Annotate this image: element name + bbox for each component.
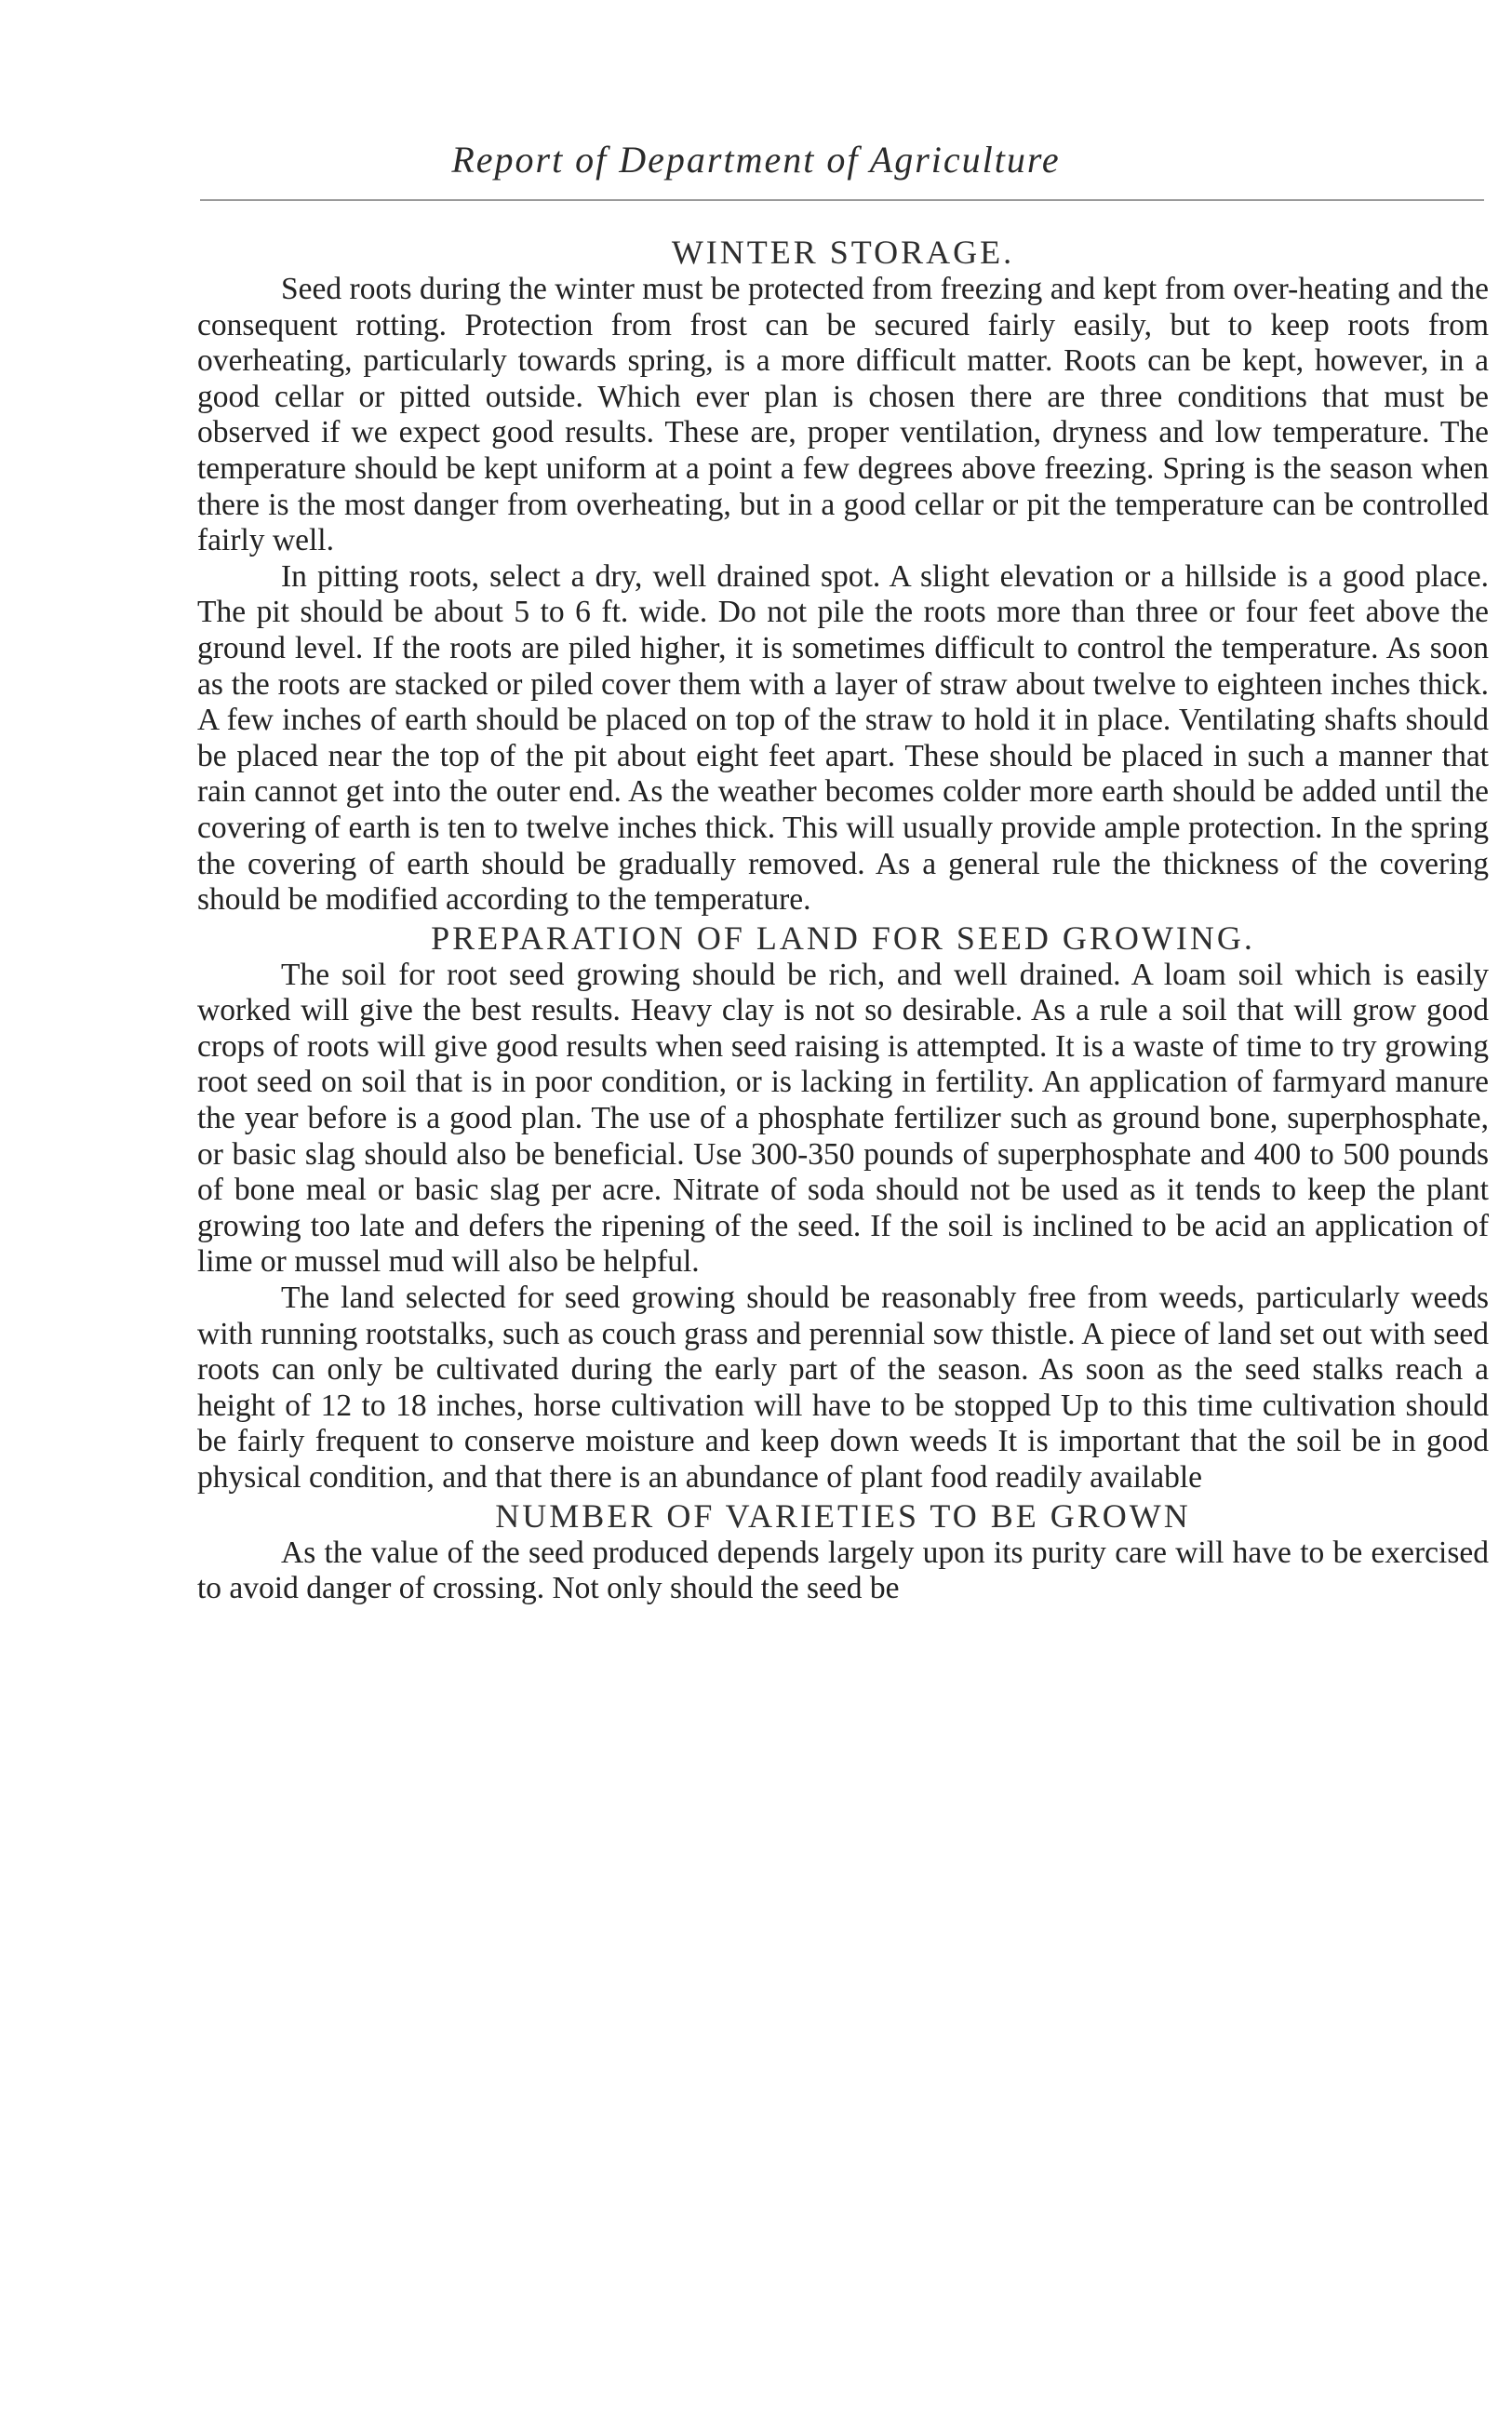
section-title-preparation-of-land: PREPARATION OF LAND FOR SEED GROWING.: [431, 919, 1255, 957]
paragraph: In pitting roots, select a dry, well drained spot. A slight elevation or a hillside is a good place. The pit should be about 5 to 6 ft. wide. Do not pile the roots more than three or four feet above the ground level. If the roots are piled higher, it is sometimes difficult to control the temperature. As soon as the roots are stacked or piled cover them with a layer of straw about twelve to eighteen inches thick. A few inches of earth should be placed on top of the straw to hold it in place. Ventilating shafts should be placed near the top of the pit about eight feet apart. These should be placed in such a manner that rain cannot get into the outer end. As the weather becomes colder more earth should be added until the covering of earth is ten to twelve inches thick. This will usually provide ample protection. In the spring the covering of earth should be gradually removed. As a general rule the thickness of the covering should be modified according to the temperature.: [197, 558, 1489, 918]
running-head: Report of Department of Agriculture: [451, 139, 1061, 181]
section-title-winter-storage: WINTER STORAGE.: [671, 234, 1015, 271]
paragraph: The soil for root seed growing should be rich, and well drained. A loam soil which is easily worked will give the best results. Heavy clay is not so desirable. As a rule a soil that will grow good crops of roots will give good results when seed raising is attempted. It is a waste of time to try growing root seed on soil that is in poor condition, or is lacking in fertility. An application of farmyard manure the year before is a good plan. The use of a phosphate fertilizer such as ground bone, superphosphate, or basic slag should also be beneficial. Use 300-350 pounds of superphosphate and 400 to 500 pounds of bone meal or basic slag per acre. Nitrate of soda should not be used as it tends to keep the plant growing too late and defers the ripening of the seed. If the soil is inclined to be acid an application of lime or mussel mud will also be helpful.: [197, 957, 1489, 1280]
paragraph: As the value of the seed produced depends largely upon its purity care will have to be exercised to avoid danger of crossing. Not only should the seed be: [197, 1535, 1489, 1606]
page-body: [197, 233, 1489, 1607]
paragraph: Seed roots during the winter must be protected from freezing and kept from over-heating and the consequent rotting. Protection from frost can be secured fairly easily, but to keep roots from overheating, particularly towards spring, is a more difficult matter. Roots can be kept, however, in a good cellar or pitted outside. Which ever plan is chosen there are three conditions that must be observed if we expect good results. These are, proper ventilation, dryness and low temperature. The temperature should be kept uniform at a point a few degrees above freezing. Spring is the season when there is the most danger from overheating, but in a good cellar or pit the temperature can be controlled fairly well.: [197, 272, 1489, 558]
header-rule: [200, 199, 1484, 201]
section-title-number-of-varieties: NUMBER OF VARIETIES TO BE GROWN: [495, 1496, 1191, 1535]
paragraph: The land selected for seed growing should be reasonably free from weeds, particularly weeds with running rootstalks, such as couch grass and perennial sow thistle. A piece of land set out with seed roots can only be cultivated during the early part of the season. As soon as the seed stalks reach a height of 12 to 18 inches, horse cultivation will have to be stopped Up to this time cultivation should be fairly frequent to conserve moisture and keep down weeds It is important that the soil be in good physical condition, and that there is an abundance of plant food readily available: [197, 1281, 1489, 1495]
